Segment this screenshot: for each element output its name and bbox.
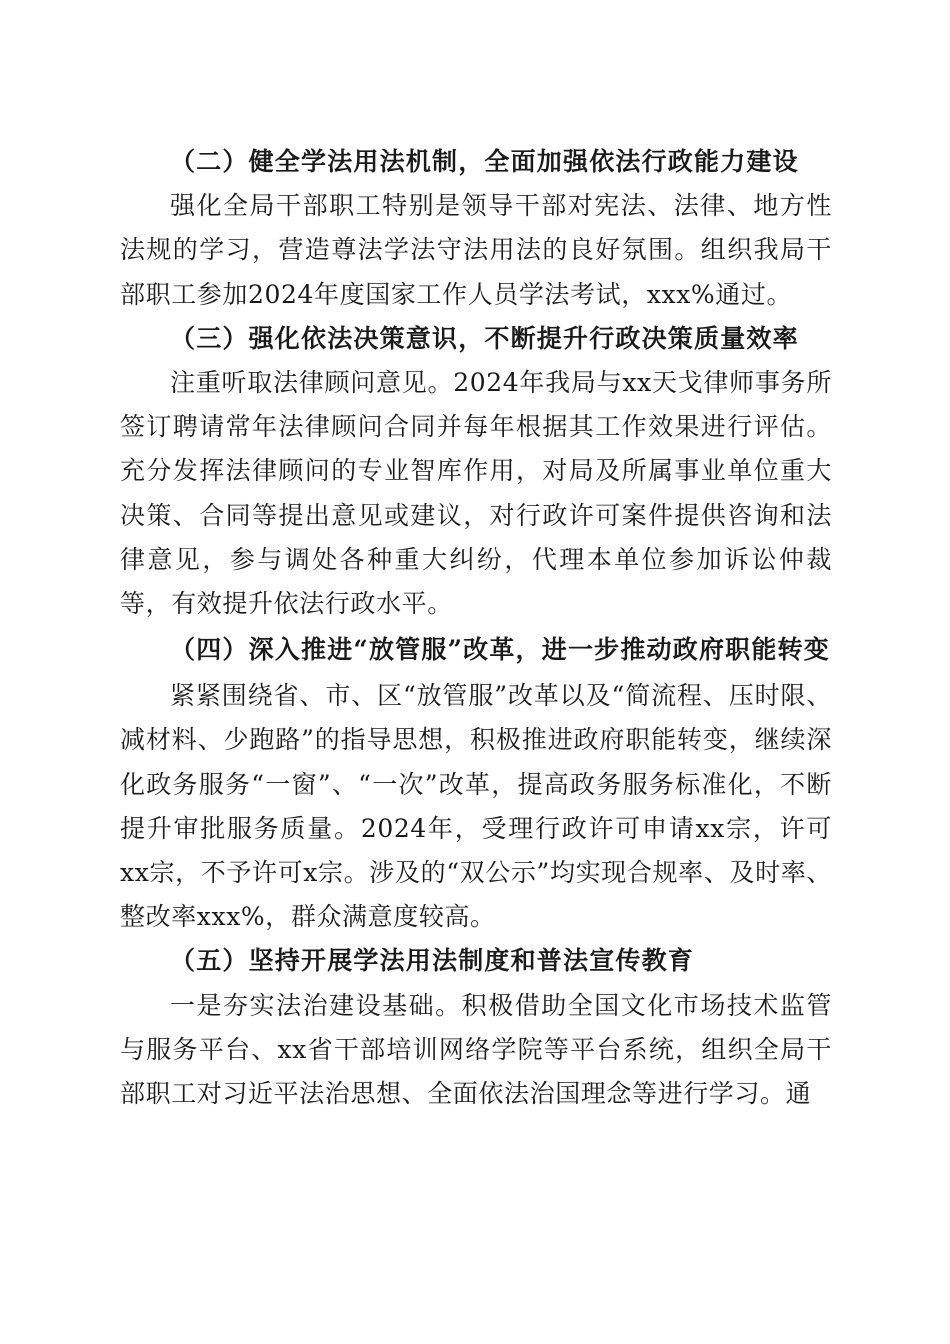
section-heading-4: （四）深入推进“放管服”改革，进一步推动政府职能转变 (170, 635, 830, 665)
section-heading-3: （三）强化依法决策意识，不断提升行政决策质量效率 (170, 323, 799, 353)
section-body-2: 强化全局干部职工特别是领导干部对宪法、法律、地方性法规的学习，营造尊法学法守法用法的良好氛围。组织我局干部职工参加2024年度国家工作人员学法考试，xxx%通过。 (120, 191, 832, 309)
section-body-5: 一是夯实法治建设基础。积极借助全国文化市场技术监管与服务平台、xx省干部培训网络学院等平台系统，组织全局干部职工对习近平法治思想、全面依法治国理念等进行学习。通 (120, 990, 832, 1109)
section-heading-2: （二）健全学法用法机制，全面加强依法行政能力建设 (170, 147, 799, 176)
section-body-3: 注重听取法律顾问意见。2024年我局与xx天戈律师事务所签订聘请常年法律顾问合同并每年根据其工作效果进行评估。充分发挥法律顾问的专业智库作用，对局及所属事业单位重大决策、合同等提出意见或建议，对行政许可案件提供咨询和法律意见，参与调处各种重大纠纷，代理本单位参加诉讼仲裁等，有效提升依法行政水平。 (120, 368, 832, 619)
section-body-4: 紧紧围绕省、市、区“放管服”改革以及“简流程、压时限、减材料、少跑路”的指导思想，积极推进政府职能转变，继续深化政务服务“一窗”、“一次”改革，提高政务服务标准化，不断提升审批服务质量。2024年，受理行政许可申请xx宗，许可xx宗，不予许可x宗。涉及的“双公示”均实现合规率、及时率、整改率xxx%，群众满意度较高。 (120, 681, 832, 932)
section-heading-5: （五）坚持开展学法用法制度和普法宣传教育 (170, 946, 695, 976)
document-page (120, 140, 832, 1116)
